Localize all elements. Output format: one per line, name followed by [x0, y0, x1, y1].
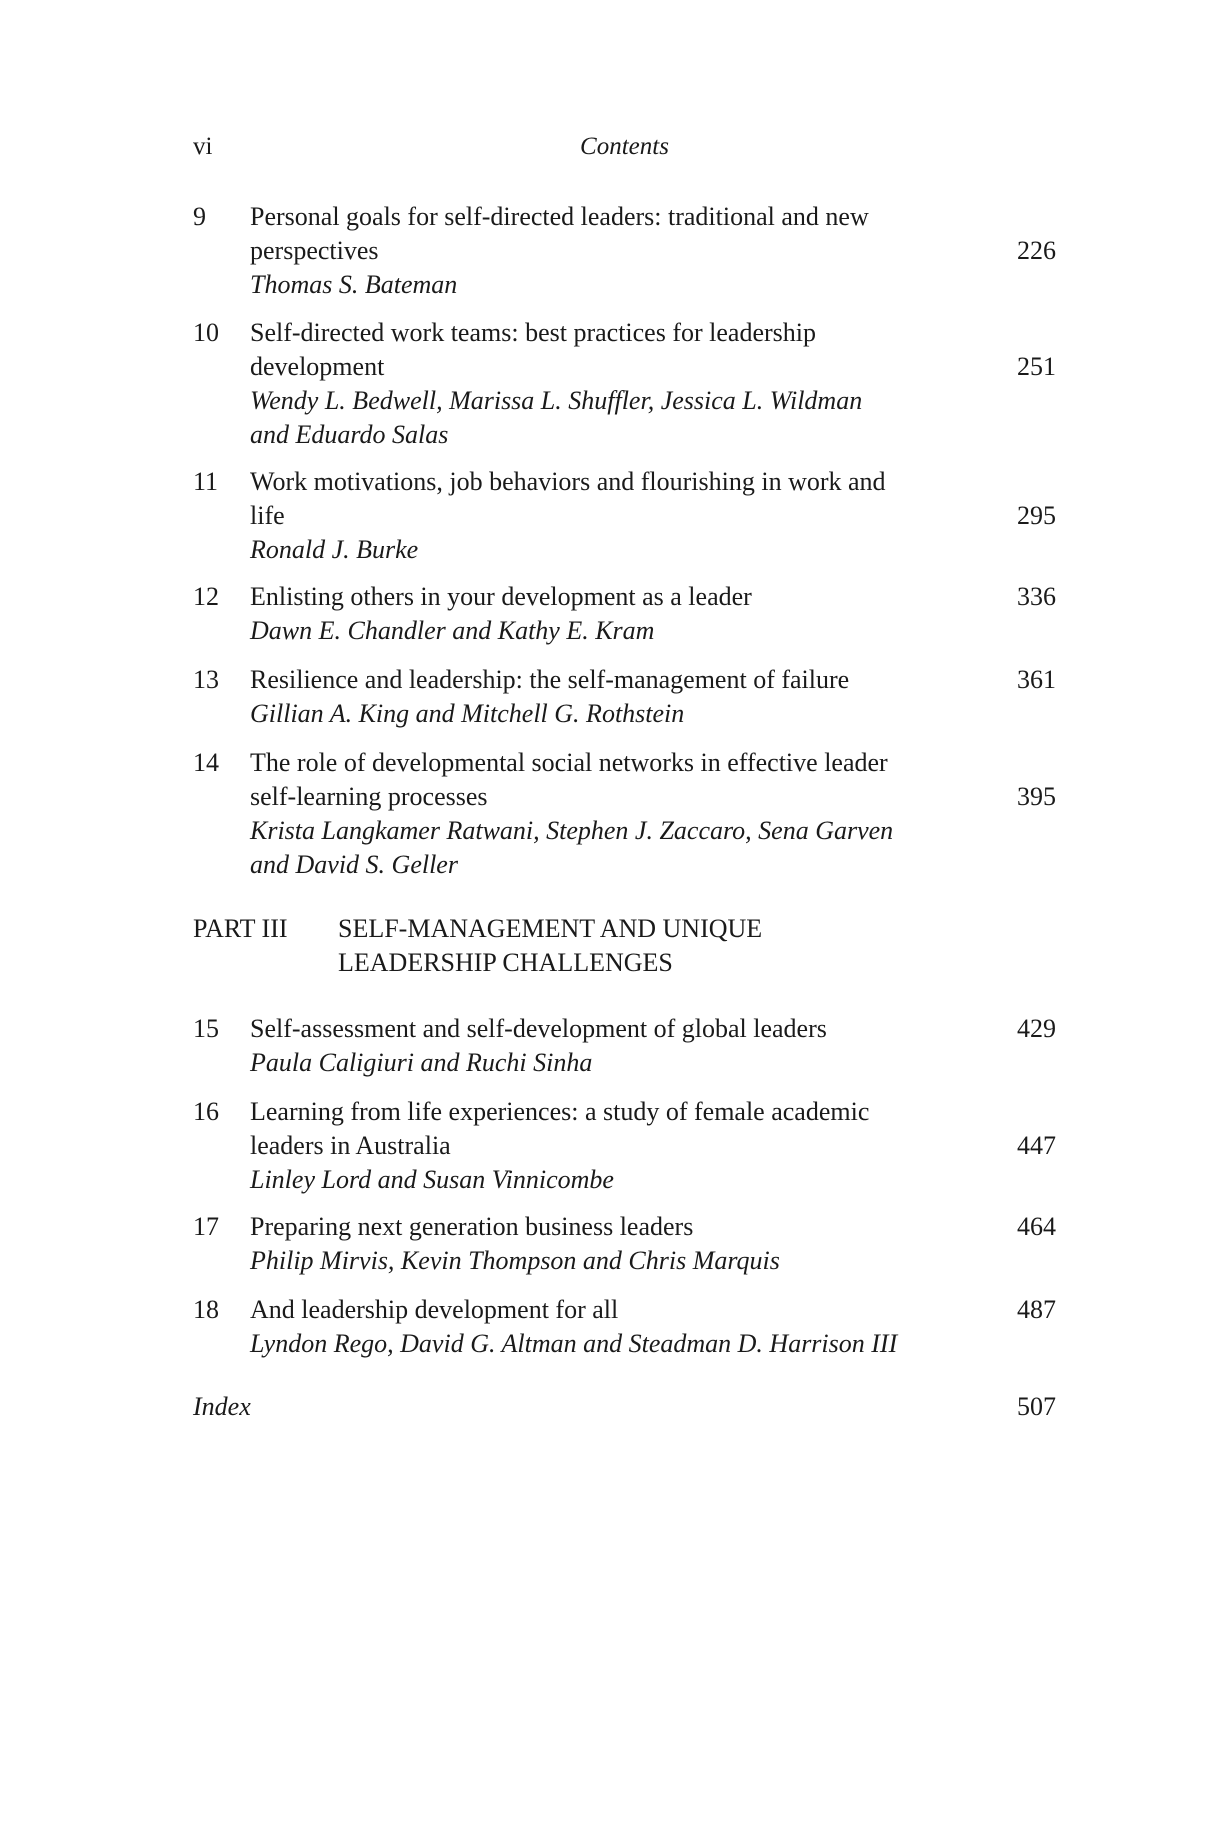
- chapter-authors: Paula Caligiuri and Ruchi Sinha: [250, 1048, 593, 1077]
- chapter-authors: Ronald J. Burke: [250, 535, 419, 564]
- chapter-authors: Linley Lord and Susan Vinnicombe: [250, 1165, 614, 1194]
- chapter-title-line: Preparing next generation business leaders: [250, 1212, 694, 1241]
- chapter-authors: and Eduardo Salas: [250, 420, 449, 449]
- chapter-body: [250, 200, 970, 302]
- page-number: 395: [1017, 782, 1056, 811]
- chapter-body: [250, 746, 970, 882]
- index-entry[interactable]: [193, 1390, 1056, 1424]
- chapter-title-line: Enlisting others in your development as a leader: [250, 582, 752, 611]
- page-number: 447: [1017, 1131, 1056, 1160]
- chapter-number: 18: [193, 1295, 219, 1324]
- page-number: 295: [1017, 501, 1056, 530]
- chapter-authors: Dawn E. Chandler and Kathy E. Kram: [250, 616, 655, 645]
- part-label: PART III: [193, 914, 288, 943]
- part-title: [338, 912, 898, 980]
- chapter-title-line: perspectives: [250, 236, 379, 265]
- chapter-body: [250, 580, 970, 648]
- page-number: 336: [1017, 582, 1056, 611]
- chapter-number: 12: [193, 582, 219, 611]
- chapter-title-line: Work motivations, job behaviors and flourishing in work and: [250, 467, 886, 496]
- chapter-number: 15: [193, 1014, 219, 1043]
- chapter-number: 11: [193, 467, 219, 496]
- chapter-title-line: development: [250, 352, 385, 381]
- folio: vi: [193, 133, 213, 160]
- page-number: 429: [1017, 1014, 1056, 1043]
- page-number: 361: [1017, 665, 1056, 694]
- chapter-number: 9: [193, 202, 206, 231]
- page-number: 487: [1017, 1295, 1056, 1324]
- running-title: Contents: [580, 133, 669, 160]
- chapter-body: [250, 1095, 970, 1197]
- running-head: [193, 133, 1056, 167]
- chapter-body: [250, 465, 970, 567]
- chapter-authors: Lyndon Rego, David G. Altman and Steadman D. Harrison III: [250, 1329, 898, 1358]
- chapter-authors: Thomas S. Bateman: [250, 270, 458, 299]
- chapter-authors: Philip Mirvis, Kevin Thompson and Chris Marquis: [250, 1246, 780, 1275]
- chapter-title-line: The role of developmental social networks in effective leader: [250, 748, 888, 777]
- chapter-body: [250, 663, 970, 731]
- chapter-title-line: self-learning processes: [250, 782, 488, 811]
- chapter-body: [250, 1012, 970, 1080]
- chapter-number: 16: [193, 1097, 219, 1126]
- page-number: 226: [1017, 236, 1056, 265]
- chapter-body: [250, 1210, 970, 1278]
- chapter-title-line: And leadership development for all: [250, 1295, 619, 1324]
- chapter-body: [250, 316, 970, 452]
- chapter-title-line: Learning from life experiences: a study of female academic: [250, 1097, 870, 1126]
- chapter-title-line: Self-directed work teams: best practices for leadership: [250, 318, 816, 347]
- chapter-title-line: life: [250, 501, 285, 530]
- chapter-title-line: Personal goals for self-directed leaders: traditional and new: [250, 202, 869, 231]
- chapter-authors: Wendy L. Bedwell, Marissa L. Shuffler, Jessica L. Wildman: [250, 386, 863, 415]
- chapter-number: 13: [193, 665, 219, 694]
- chapter-number: 10: [193, 318, 219, 347]
- page-number: 507: [1017, 1392, 1056, 1421]
- page-number: 251: [1017, 352, 1056, 381]
- part-title-line: SELF-MANAGEMENT AND UNIQUE: [338, 914, 763, 943]
- index-label: Index: [193, 1392, 251, 1421]
- chapter-number: 14: [193, 748, 219, 777]
- chapter-authors: and David S. Geller: [250, 850, 458, 879]
- chapter-title-line: leaders in Australia: [250, 1131, 451, 1160]
- chapter-number: 17: [193, 1212, 219, 1241]
- page-number: 464: [1017, 1212, 1056, 1241]
- chapter-title-line: Self-assessment and self-development of global leaders: [250, 1014, 827, 1043]
- chapter-body: [250, 1293, 970, 1361]
- chapter-authors: Krista Langkamer Ratwani, Stephen J. Zaccaro, Sena Garven: [250, 816, 894, 845]
- chapter-authors: Gillian A. King and Mitchell G. Rothstein: [250, 699, 685, 728]
- part-title-line: LEADERSHIP CHALLENGES: [338, 948, 673, 977]
- chapter-title-line: Resilience and leadership: the self-management of failure: [250, 665, 850, 694]
